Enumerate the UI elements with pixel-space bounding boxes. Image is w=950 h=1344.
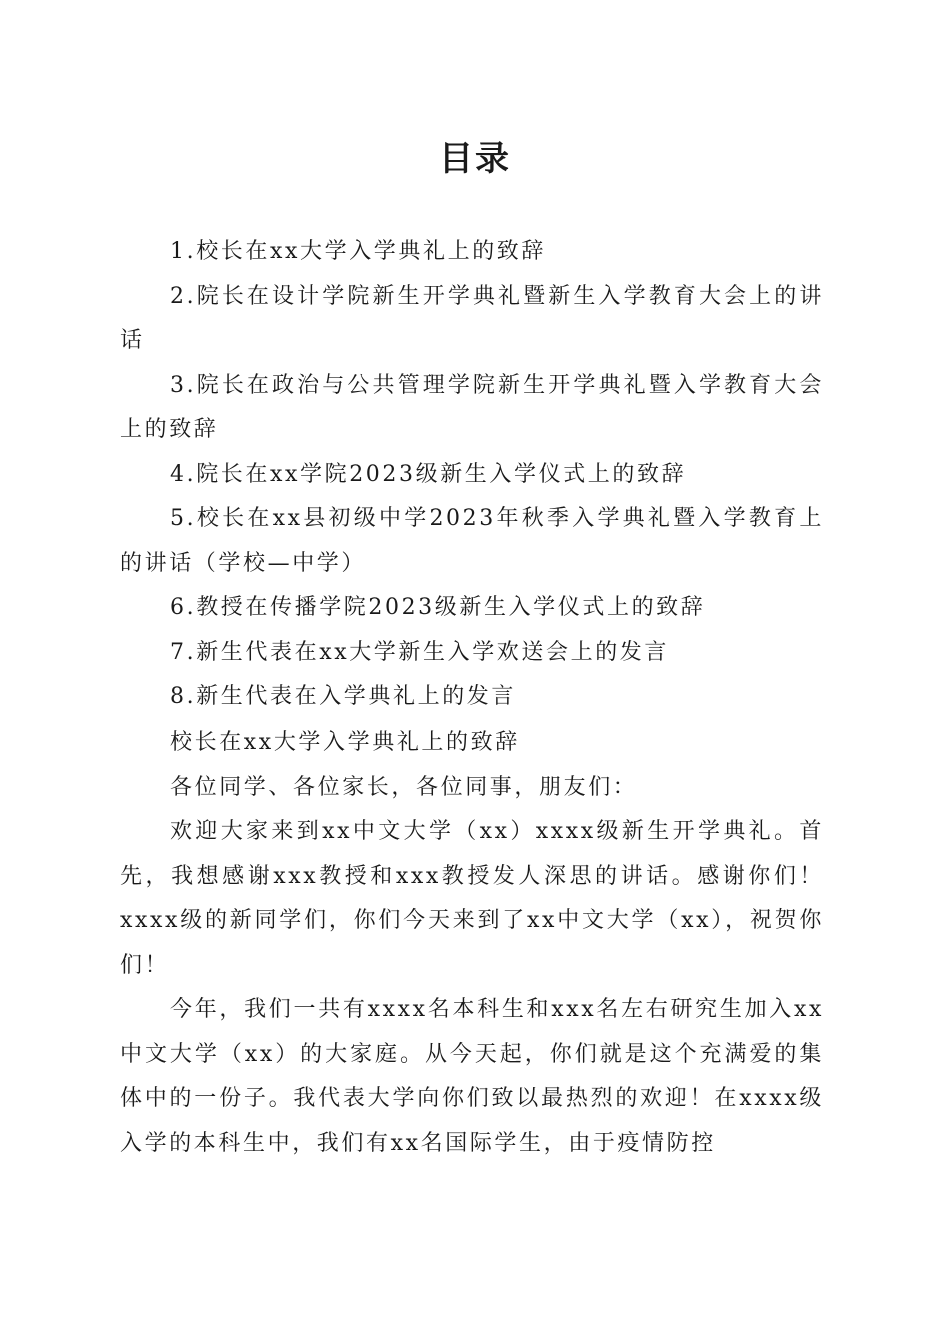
toc-item-3[interactable]: 3.院长在政治与公共管理学院新生开学典礼暨入学教育大会上的致辞 [120, 372, 824, 442]
paragraph-1: 欢迎大家来到xx中文大学（xx）xxxx级新生开学典礼。首先，我想感谢xxx教授和xxx教授发人深思的讲话。感谢你们！xxxx级的新同学们，你们今天来到了xx中文大学（xx），祝贺你们！ [120, 819, 824, 978]
toc-item-7[interactable]: 7.新生代表在xx大学新生入学欢送会上的发言 [170, 639, 670, 665]
table-of-contents [120, 230, 824, 720]
salutation: 各位同学、各位家长，各位同事，朋友们： [170, 774, 638, 800]
paragraph-2: 今年，我们一共有xxxx名本科生和xxx名左右研究生加入xx中文大学（xx）的大家庭。从今天起，你们就是这个充满爱的集体中的一份子。我代表大学向你们致以最热烈的欢迎！在xxxx级入学的本科生中，我们有xx名国际学生，由于疫情防控 [120, 997, 824, 1156]
toc-item-2[interactable]: 2.院长在设计学院新生开学典礼暨新生入学教育大会上的讲话 [120, 283, 824, 353]
toc-item-1[interactable]: 1.校长在xx大学入学典礼上的致辞 [170, 239, 547, 264]
toc-item-8[interactable]: 8.新生代表在入学典礼上的发言 [170, 684, 516, 709]
section-title: 校长在xx大学入学典礼上的致辞 [170, 730, 520, 755]
toc-item-4[interactable]: 4.院长在xx学院2023级新生入学仪式上的致辞 [170, 461, 687, 487]
toc-item-5[interactable]: 5.校长在xx县初级中学2023年秋季入学典礼暨入学教育上的讲话（学校—中学） [120, 506, 824, 576]
toc-item-6[interactable]: 6.教授在传播学院2023级新生入学仪式上的致辞 [170, 595, 706, 620]
speech-body [120, 721, 824, 1166]
page-title: 目录 [439, 139, 511, 179]
